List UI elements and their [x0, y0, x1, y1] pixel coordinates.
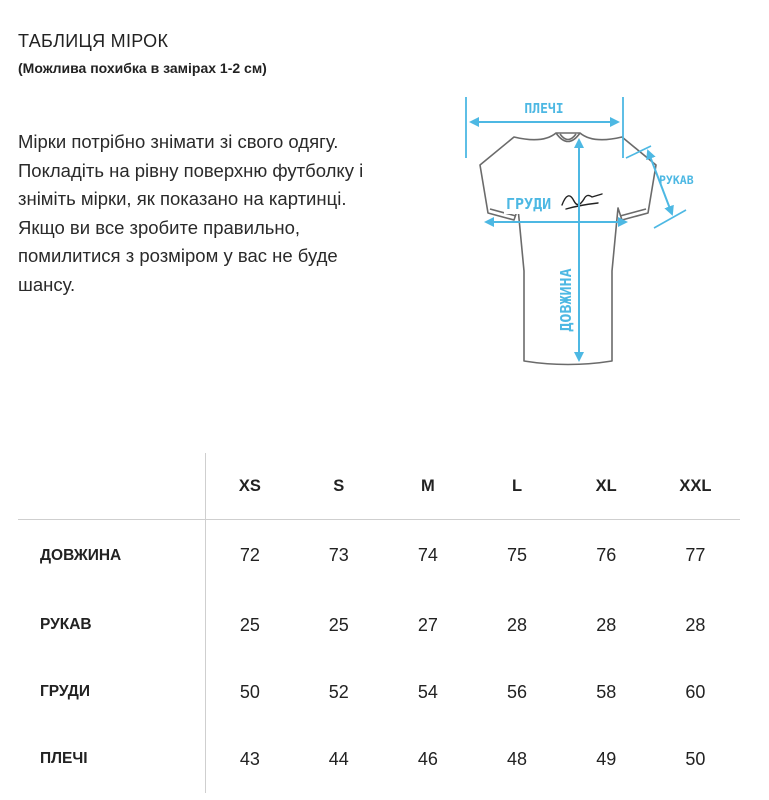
table-cell: 48 [507, 748, 528, 769]
table-row-shoulders [18, 726, 740, 793]
table-row-sleeve [18, 592, 740, 659]
table-cell: 27 [417, 614, 438, 635]
length-label: ДОВЖИНА [557, 268, 575, 332]
table-cell: 50 [239, 681, 260, 702]
shoulders-measure [466, 97, 623, 158]
page-title: ТАБЛИЦЯ МІРОК [18, 31, 169, 51]
size-xl: XL [562, 453, 651, 520]
size-m: M [383, 453, 472, 520]
table-cell: 50 [685, 748, 706, 769]
size-xxl: XXL [651, 453, 740, 520]
row-label-length: ДОВЖИНА [18, 520, 205, 592]
size-table [18, 453, 740, 793]
chest-label: ГРУДИ [506, 195, 552, 213]
size-xs: XS [205, 453, 294, 520]
table-cell: 60 [685, 681, 706, 702]
brand-logo-icon [562, 194, 602, 209]
size-header-row [18, 453, 740, 520]
table-cell: 28 [685, 614, 706, 635]
table-cell: 77 [685, 545, 706, 566]
size-s: S [294, 453, 383, 520]
table-cell: 28 [507, 614, 528, 635]
size-table-corner [18, 453, 205, 520]
table-cell: 46 [417, 748, 438, 769]
table-cell: 76 [596, 545, 617, 566]
page-subtitle: (Можлива похибка в замірах 1-2 см) [18, 60, 267, 76]
table-cell: 44 [328, 748, 349, 769]
table-cell: 75 [507, 545, 528, 566]
table-cell: 52 [328, 681, 349, 702]
row-label-sleeve: РУКАВ [18, 592, 205, 659]
table-cell: 58 [596, 681, 617, 702]
table-cell: 74 [417, 545, 438, 566]
table-cell: 49 [596, 748, 617, 769]
table-cell: 25 [239, 614, 260, 635]
intro-paragraph: Мірки потрібно знімати зі свого одягу. Покладіть на рівну поверхню футболку і зніміть мірки, як показано на картинці. Якщо ви все зробите правильно, помилитися з розміром у вас не буде шансу. [18, 131, 364, 295]
table-cell: 25 [328, 614, 349, 635]
table-cell: 43 [239, 748, 260, 769]
table-cell: 28 [596, 614, 617, 635]
row-label-chest: ГРУДИ [18, 659, 205, 726]
row-label-shoulders: ПЛЕЧІ [18, 726, 205, 793]
table-row-chest [18, 659, 740, 726]
length-measure [554, 140, 579, 360]
tshirt-measurement-diagram [436, 88, 711, 388]
table-cell: 56 [507, 681, 528, 702]
shoulders-label: ПЛЕЧІ [524, 102, 564, 117]
sleeve-label: РУКАВ [659, 173, 694, 187]
size-l: L [472, 453, 561, 520]
table-row-length [18, 520, 740, 592]
table-cell: 72 [239, 545, 260, 566]
table-cell: 73 [328, 545, 349, 566]
table-cell: 54 [417, 681, 438, 702]
